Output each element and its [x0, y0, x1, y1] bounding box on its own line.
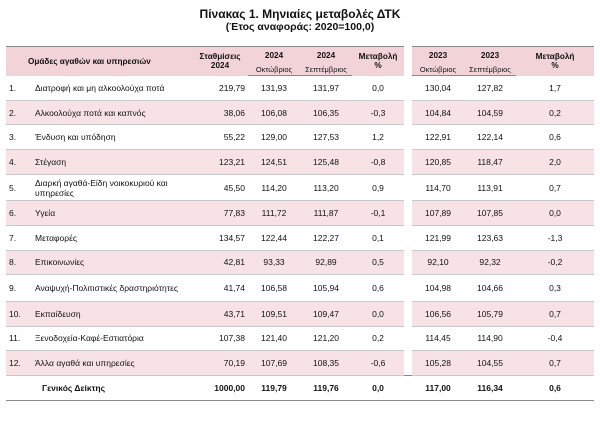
weight-value: 70,19	[192, 351, 248, 376]
table-header	[6, 47, 594, 76]
oct-2024-value: 111,72	[248, 201, 300, 226]
change-2024-value: -0,6	[352, 351, 404, 376]
cpi-table	[6, 46, 594, 401]
header-change-b	[516, 47, 594, 76]
change-2023-value: -0,2	[516, 250, 594, 275]
header-change-a	[352, 47, 404, 76]
oct-2023-value: 114,45	[412, 326, 464, 351]
row-number: 5.	[6, 174, 32, 201]
group-name: Διαρκή αγαθά-Είδη νοικοκυριού και υπηρεσίες	[32, 174, 192, 201]
weight-value: 107,38	[192, 326, 248, 351]
column-gap	[404, 275, 412, 302]
header-gap	[404, 47, 412, 76]
change-2023-value: 0,3	[516, 275, 594, 302]
group-name: Ένδυση και υπόδηση	[32, 125, 192, 150]
sep-2023-value: 114,90	[464, 326, 516, 351]
sep-2024-value: 125,48	[300, 150, 352, 175]
row-number: 3.	[6, 125, 32, 150]
column-gap	[404, 301, 412, 326]
sep-2024-value: 109,47	[300, 301, 352, 326]
group-name: Εκπαίδευση	[32, 301, 192, 326]
header-year-b-oct: 2023	[412, 47, 464, 64]
oct-2023-value: 114,70	[412, 174, 464, 201]
title-block	[0, 0, 600, 43]
oct-2023-value: 104,84	[412, 100, 464, 125]
oct-2024-value: 129,00	[248, 125, 300, 150]
oct-2023-value: 106,56	[412, 301, 464, 326]
oct-2024-value: 93,33	[248, 250, 300, 275]
oct-2024-value: 131,93	[248, 76, 300, 101]
change-2023-value: 0,7	[516, 301, 594, 326]
column-gap	[404, 76, 412, 101]
sep-2024-value: 111,87	[300, 201, 352, 226]
change-2024-value: 0,9	[352, 174, 404, 201]
table-row	[6, 225, 594, 250]
total-sep-2023-value: 116,34	[464, 375, 516, 400]
table-row	[6, 301, 594, 326]
total-oct-2024-value: 119,79	[248, 375, 300, 400]
change-2024-value: -0,3	[352, 100, 404, 125]
group-name: Αναψυχή-Πολιτιστικές δραστηριότητες	[32, 275, 192, 302]
sep-2024-value: 92,89	[300, 250, 352, 275]
sep-2024-value: 121,20	[300, 326, 352, 351]
group-name: Στέγαση	[32, 150, 192, 175]
change-2023-value: 0,7	[516, 174, 594, 201]
row-number: 11.	[6, 326, 32, 351]
row-number: 1.	[6, 76, 32, 101]
sep-2024-value: 105,94	[300, 275, 352, 302]
header-month-oct-a: Οκτώβριος	[248, 63, 300, 76]
row-number: 8.	[6, 250, 32, 275]
table-row	[6, 174, 594, 201]
sep-2024-value: 131,97	[300, 76, 352, 101]
change-2023-value: 0,6	[516, 125, 594, 150]
sep-2023-value: 105,79	[464, 301, 516, 326]
group-name: Επικοινωνίες	[32, 250, 192, 275]
weight-value: 41,74	[192, 275, 248, 302]
oct-2024-value: 106,08	[248, 100, 300, 125]
sep-2023-value: 104,66	[464, 275, 516, 302]
sep-2023-value: 104,55	[464, 351, 516, 376]
change-2024-value: 0,2	[352, 326, 404, 351]
header-year-b-sep: 2023	[464, 47, 516, 64]
header-year-a-sep: 2024	[300, 47, 352, 64]
change-2023-value: 2,0	[516, 150, 594, 175]
header-weights-line1: Σταθμίσεις	[199, 52, 241, 62]
group-name: Διατροφή και μη αλκοολούχα ποτά	[32, 76, 192, 101]
column-gap	[404, 250, 412, 275]
oct-2023-value: 104,98	[412, 275, 464, 302]
table-body	[6, 76, 594, 401]
change-2023-value: 0,7	[516, 351, 594, 376]
total-change-2023-value: 0,6	[516, 375, 594, 400]
total-sep-2024-value: 119,76	[300, 375, 352, 400]
table-row	[6, 76, 594, 101]
sep-2023-value: 107,85	[464, 201, 516, 226]
weight-value: 45,50	[192, 174, 248, 201]
column-gap	[404, 100, 412, 125]
change-2023-value: 0,2	[516, 100, 594, 125]
sep-2024-value: 127,53	[300, 125, 352, 150]
total-label: Γενικός Δείκτης	[6, 375, 192, 400]
weight-value: 55,22	[192, 125, 248, 150]
change-2023-value: 0,0	[516, 201, 594, 226]
header-weights	[192, 47, 248, 76]
sep-2024-value: 106,35	[300, 100, 352, 125]
oct-2023-value: 121,99	[412, 225, 464, 250]
change-2024-value: -0,1	[352, 201, 404, 226]
table-row	[6, 100, 594, 125]
column-gap	[404, 225, 412, 250]
change-2023-value: -1,3	[516, 225, 594, 250]
sep-2024-value: 108,35	[300, 351, 352, 376]
table-row	[6, 351, 594, 376]
change-2024-value: 0,5	[352, 250, 404, 275]
sep-2023-value: 127,82	[464, 76, 516, 101]
sep-2023-value: 92,32	[464, 250, 516, 275]
column-gap	[404, 351, 412, 376]
header-change-a-line1: Μεταβολή	[358, 52, 398, 62]
change-2024-value: 0,0	[352, 301, 404, 326]
weight-value: 38,06	[192, 100, 248, 125]
group-name: Ξενοδοχεία-Καφέ-Εστιατόρια	[32, 326, 192, 351]
table-row	[6, 201, 594, 226]
oct-2023-value: 122,91	[412, 125, 464, 150]
header-change-b-line1: Μεταβολή	[535, 52, 575, 62]
sep-2024-value: 122,27	[300, 225, 352, 250]
change-2024-value: 0,0	[352, 76, 404, 101]
column-gap	[404, 150, 412, 175]
header-change-a-line2: %	[374, 61, 382, 71]
row-number: 4.	[6, 150, 32, 175]
table-row	[6, 275, 594, 302]
change-2023-value: 1,7	[516, 76, 594, 101]
row-number: 2.	[6, 100, 32, 125]
header-group: Ομάδες αγαθών και υπηρεσιών	[6, 47, 192, 76]
page-subtitle: (Έτος αναφοράς: 2020=100,0)	[225, 21, 375, 33]
table-row	[6, 250, 594, 275]
column-gap	[404, 174, 412, 201]
total-weight-value: 1000,00	[192, 375, 248, 400]
weight-value: 123,21	[192, 150, 248, 175]
oct-2024-value: 122,44	[248, 225, 300, 250]
group-name: Υγεία	[32, 201, 192, 226]
sep-2023-value: 104,59	[464, 100, 516, 125]
change-2024-value: 0,6	[352, 275, 404, 302]
oct-2024-value: 114,20	[248, 174, 300, 201]
oct-2024-value: 124,51	[248, 150, 300, 175]
sep-2023-value: 113,91	[464, 174, 516, 201]
oct-2023-value: 105,28	[412, 351, 464, 376]
column-gap	[404, 326, 412, 351]
oct-2023-value: 92,10	[412, 250, 464, 275]
sep-2023-value: 123,63	[464, 225, 516, 250]
weight-value: 43,71	[192, 301, 248, 326]
change-2024-value: 0,1	[352, 225, 404, 250]
total-row	[6, 375, 594, 400]
table-row	[6, 150, 594, 175]
row-number: 12.	[6, 351, 32, 376]
row-number: 7.	[6, 225, 32, 250]
header-month-sep-a: Σεπτέμβριος	[300, 63, 352, 76]
weight-value: 42,81	[192, 250, 248, 275]
oct-2023-value: 107,89	[412, 201, 464, 226]
sep-2024-value: 113,20	[300, 174, 352, 201]
change-2024-value: -0,8	[352, 150, 404, 175]
weight-value: 134,57	[192, 225, 248, 250]
table-row	[6, 326, 594, 351]
header-year-a-oct: 2024	[248, 47, 300, 64]
weight-value: 219,79	[192, 76, 248, 101]
oct-2024-value: 106,58	[248, 275, 300, 302]
table-row	[6, 125, 594, 150]
change-2023-value: -0,4	[516, 326, 594, 351]
header-change-b-line2: %	[551, 61, 559, 71]
header-month-oct-b: Οκτώβριος	[412, 63, 464, 76]
oct-2024-value: 121,40	[248, 326, 300, 351]
oct-2024-value: 109,51	[248, 301, 300, 326]
total-column-gap	[404, 375, 412, 400]
column-gap	[404, 125, 412, 150]
header-weights-line2: 2024	[210, 61, 230, 71]
sep-2023-value: 122,14	[464, 125, 516, 150]
sep-2023-value: 118,47	[464, 150, 516, 175]
group-name: Άλλα αγαθά και υπηρεσίες	[32, 351, 192, 376]
oct-2023-value: 130,04	[412, 76, 464, 101]
group-name: Αλκοολούχα ποτά και καπνός	[32, 100, 192, 125]
oct-2023-value: 120,85	[412, 150, 464, 175]
column-gap	[404, 201, 412, 226]
page-title: Πίνακας 1. Μηνιαίες μεταβολές ΔΤΚ	[199, 7, 401, 21]
total-oct-2023-value: 117,00	[412, 375, 464, 400]
row-number: 10.	[6, 301, 32, 326]
row-number: 6.	[6, 201, 32, 226]
oct-2024-value: 107,69	[248, 351, 300, 376]
row-number: 9.	[6, 275, 32, 302]
weight-value: 77,83	[192, 201, 248, 226]
header-month-sep-b: Σεπτέμβριος	[464, 63, 516, 76]
change-2024-value: 1,2	[352, 125, 404, 150]
group-name: Μεταφορές	[32, 225, 192, 250]
total-change-2024-value: 0,0	[352, 375, 404, 400]
